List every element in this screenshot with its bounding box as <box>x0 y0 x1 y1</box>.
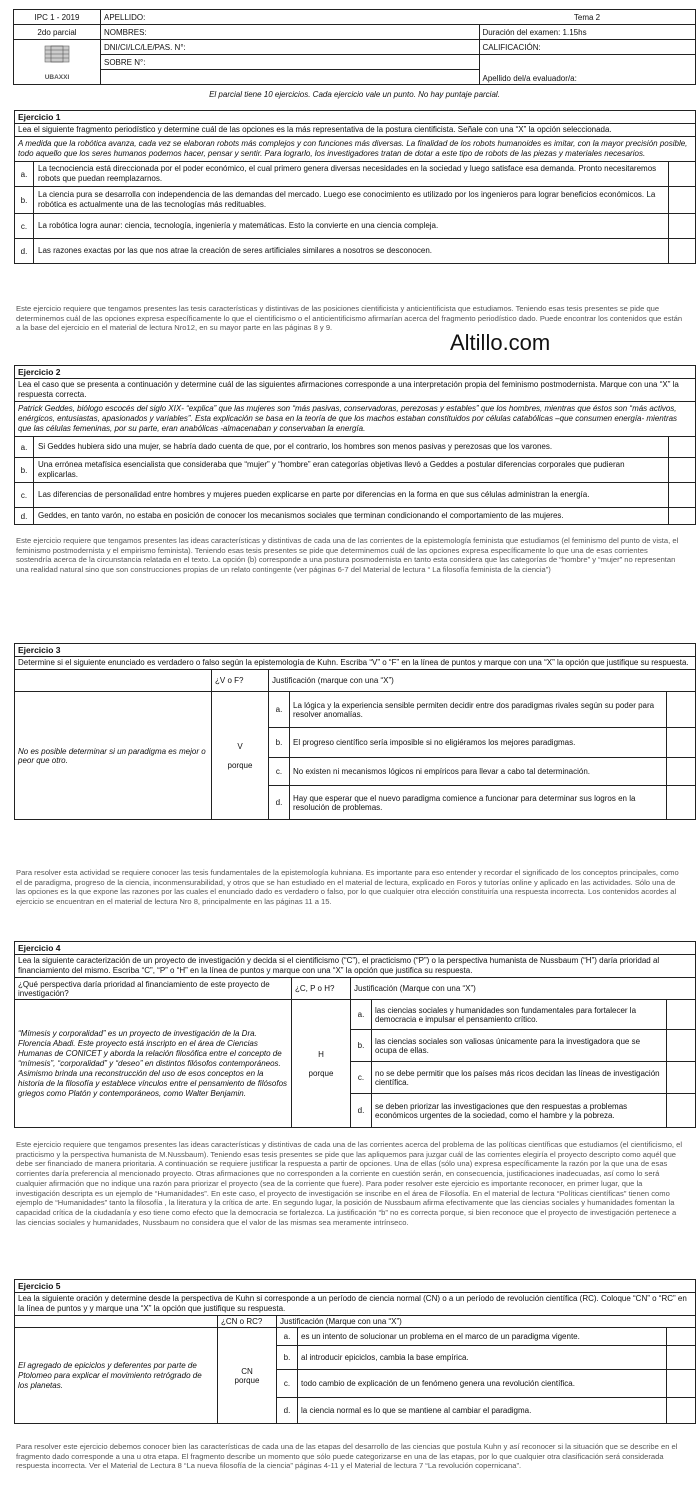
option-text: Las diferencias de personalidad entre hombres y mujeres pueden explicarse en parte por diferencias en la forma en que sus células administran la energía. <box>38 490 590 499</box>
option-letter: c. <box>277 1370 298 1398</box>
porque-label: porque <box>227 760 253 770</box>
answer-cell[interactable] <box>218 1328 277 1424</box>
blank-field <box>101 70 480 85</box>
exercise-2-note: Este ejercicio requiere que tengamos presentes las ideas características y distintivas de cada una de las corrientes de la epistemología feminista que estudiamos (el feminismo del punto de vista, el feminismo postmodernista y el empirismo feminista). Teniendo esas tesis presentes se pide que determinemos cuál de las opciones expresa específicamente lo que una de esas corrientes sostendría acerca de la circunstancia relatada en el texto. La opción (b) corresponde a una postura posmodernista en tanto esta considera que las categorías de “hombre” y “mujer” no representan una realidad natural sino que son construcciones propias de un relato contingente (ver páginas 6-7 del Material de lectura “ La filosofía feminista de la ciencia”) <box>16 536 679 575</box>
option-letter: c. <box>15 483 34 507</box>
option-text: no se debe permitir que los países más ricos decidan las líneas de investigación científica. <box>372 1062 667 1094</box>
option-d[interactable] <box>15 508 695 524</box>
exercise-1-note: Este ejercicio requiere que tengamos presentes las tesis características y distintivas de las posiciones cientificista y anticientificista que estudiamos. Teniendo esas tesis presentes se pide que determinemos cuál de las opciones expresa específicamente lo que el cientificismo o el anticientificismo afirmarían acerca del fragmento periodístico dado. Puede encontrar los contenidos que están a la base del ejercicio en el material de lectura Nro12, en su mayor parte en las páginas 8 y 9. <box>16 304 683 333</box>
exercise-prompt: Lea la siguiente oración y determine desde la perspectiva de Kuhn si corresponde a un período de ciencia normal (CN) o a un período de revolución científica (RC). Coloque “CN” o “RC” en la línea de puntos y y marque una “X” la opción que justifique su respuesta. <box>18 1294 687 1313</box>
answer-mark-box[interactable] <box>667 786 696 820</box>
answer-mark-box[interactable] <box>668 214 695 238</box>
exercise-4-note: Este ejercicio requiere que tengamos presentes las ideas características y distintivas de cada una de las corrientes acerca del problema de las políticas científicas que estudiamos (el cientificismo, el practicismo y la perspectiva humanista de M.Nussbaum). Teniendo esas tesis presentes se pide que las apliquemos para juzgar cuál de las corrientes elegiría el proyecto descripto como aquél que debe ser financiado de manera prioritaria. A continuación se requiere justificar la respuesta a partir de opciones. Una de ellas (sólo una) expresa específicamente la razón por la que una de esas corrientes daría preferencia al mencionado proyecto. Otras afirmaciones que no corresponden a la corriente en cuestión serán, en consecuencia, justificaciones inadecuadas, así como lo será cualquier afirmación que no indique una razón para priorizar el proyecto (sea de la corriente que fuere). Para poder resolver este ejercicio es importante reconocer, en primer lugar, que la investigación descripta es un ejemplo de “Humanidades”. En este caso, el proyecto de investigación se inscribe en el área de Filosofía. En el material de lectura “Políticas científicas” tienen como ejemplo de “Humanidades” tanto la filosofía , la literatura y la crítica de arte. En segundo lugar, la posición de Nussbaum afirma efectivamente que las ciencias sociales y humanidades fomentan la capacidad crítica de la ciudadanía y eso tiene como efecto que la democracia se fortalezca. La justificación “b” no es correcta porque, si bien reconoce que el proyecto de investigación pertenece a las ciencias sociales y humanidades, Nussbaum no considera que el valor de las mismas sea meramente intrínseco. <box>16 1140 683 1227</box>
option-text: La lógica y la experiencia sensible permiten decidir entre dos paradigmas rivales según su poder para resolver anomalías. <box>290 692 667 728</box>
answer-value: V <box>237 741 243 751</box>
exercise-title: Ejercicio 5 <box>15 1280 695 1293</box>
cnrc-header: ¿CN o RC? <box>218 1316 277 1328</box>
option-letter: c. <box>269 758 290 786</box>
answer-mark-box[interactable] <box>667 1398 696 1424</box>
option-letter: a. <box>351 1000 372 1030</box>
answer-value: H <box>318 1049 324 1059</box>
porque-label: porque <box>234 1375 260 1385</box>
blank-header <box>15 670 212 692</box>
exercise-3-note: Para resolver esta actividad se requiere conocer las tesis fundamentales de la epistemología kuhniana. Es importante para eso entender y recordar el significado de los conceptos principales, como el de paradigma, progreso de la ciencia, inconmensurabilidad, y otros que se han estudiado en el material de lectura, explicado en Foros y tutorías online y aplicado en las actividades. Sólo una de las opciones es la que expone las razones por las cuales el enunciado dado es verdadero o falso, por lo que cualquier otra elección constituiría una respuesta incorrecta. Los contenidos acordes al ejercicio se encuentran en el material de lectura Nro 8, principalmente en las páginas 11 a 15. <box>16 868 679 907</box>
option-text: se deben priorizar las investigaciones que den respuestas a problemas económicos urgentes de la sociedad, como el hambre y la pobreza. <box>372 1094 667 1128</box>
exam-header <box>13 9 696 85</box>
exercise-prompt: Lea la siguiente caracterización de un proyecto de investigación y decida si el cientificismo (“C”), el practicismo (“P”) o la perspectiva humanista de Nussbaum (“H”) daría prioridad al financiamiento del mismo. Escriba “C”, “P” o “H” en la línea de puntos y marque con una “X” la opción que justifica su respuesta. <box>18 956 660 975</box>
exercise-4-table <box>14 977 696 1128</box>
answer-mark-box[interactable] <box>668 187 695 213</box>
answer-mark-box[interactable] <box>668 508 695 524</box>
vf-header: ¿V o F? <box>212 670 269 692</box>
option-text: La robótica logra aunar: ciencia, tecnología, ingeniería y matemáticas. Esto la convierte en una ciencia compleja. <box>38 221 439 230</box>
option-text: El progreso científico sería imposible si no eligiéramos los mejores paradigmas. <box>290 728 667 758</box>
option-letter: c. <box>351 1062 372 1094</box>
partial-cell: 2do parcial <box>14 25 101 40</box>
option-letter: d. <box>15 508 34 524</box>
exercise-title: Ejercicio 4 <box>15 942 695 955</box>
calificacion-field[interactable]: CALIFICACIÓN: <box>479 40 696 55</box>
option-letter: b. <box>269 728 290 758</box>
option-letter: d. <box>351 1094 372 1128</box>
option-text: La ciencia pura se desarrolla con independencia de las demandas del mercado. Luego ese conocimiento es utilizado por los ingenieros para lograr beneficios económicos. La robótica es actualmente una de las tecnologías más redituables. <box>38 190 656 209</box>
answer-mark-box[interactable] <box>667 1062 696 1094</box>
exercise-prompt: Lea el siguiente fragmento periodístico y determine cuál de las opciones es la más representativa de la postura cientificista. Señale con una “X” la opción seleccionada. <box>15 124 695 137</box>
exercise-3 <box>14 643 696 820</box>
justification-header: Justificación (Marque con una “X”) <box>351 978 696 1000</box>
option-a[interactable] <box>15 437 695 458</box>
watermark: Altillo.com <box>450 330 551 355</box>
option-text: las ciencias sociales y humanidades son fundamentales para fortalecer la democracia e impulsar el pensamiento crítico. <box>372 1000 667 1030</box>
answer-value: CN <box>241 1366 253 1376</box>
exercise-4 <box>14 941 696 1128</box>
answer-mark-box[interactable] <box>668 458 695 482</box>
exercise-prompt: Determine si el siguiente enunciado es verdadero o falso según la epistemología de Kuhn. Escriba “V” o “F” en la línea de puntos y marque con una “X” la opción que justifique su respuesta. <box>18 658 689 667</box>
option-text: No existen ni mecanismos lógicos ni empíricos para llevar a cabo tal determinación. <box>290 758 667 786</box>
exercise-3-table <box>14 669 696 820</box>
option-b[interactable] <box>15 187 695 214</box>
option-letter: b. <box>15 458 34 482</box>
answer-cell[interactable] <box>292 1000 351 1128</box>
answer-cell[interactable] <box>212 692 269 820</box>
exercise-title: Ejercicio 2 <box>15 366 695 379</box>
tema-cell: Tema 2 <box>479 10 696 25</box>
option-letter: d. <box>15 239 34 263</box>
uba-logo-icon <box>37 44 77 72</box>
exercise-fragment: A medida que la robótica avanza, cada vez se elaboran robots más complejos y con funciones más diversas. La finalidad de los robots humanoides es imitar, con la mayor precisión posible, todo aquello que los seres humanos podemos hacer, pensar y sentir. Para lograrlo, los investigadores tratan de dotar a este tipo de robots de las piezas y materiales necesarios. <box>15 137 695 162</box>
exercise-prompt: Lea el caso que se presenta a continuación y determine cuál de las siguientes afirmaciones corresponde a una interpretación propia del feminismo postmodernista. Marque con una “X” la respuesta correcta. <box>15 379 695 402</box>
answer-mark-box[interactable] <box>668 437 695 457</box>
option-text: Las razones exactas por las que nos atrae la creación de seres artificiales similares a nosotros se desconocen. <box>38 246 432 255</box>
evaluador-field[interactable]: Apellido del/a evaluador/a: <box>479 55 696 85</box>
option-letter: b. <box>277 1346 298 1370</box>
option-letter: b. <box>351 1030 372 1062</box>
question-header: ¿Qué perspectiva daría prioridad al financiamiento de este proyecto de investigación? <box>15 978 292 1000</box>
option-d[interactable] <box>15 239 695 263</box>
exercise-5-table <box>14 1315 696 1424</box>
justification-header: Justificación (marque con una “X”) <box>269 670 696 692</box>
exercise-5 <box>14 1279 696 1424</box>
option-b[interactable] <box>15 458 695 483</box>
option-c[interactable] <box>15 214 695 239</box>
answer-mark-box[interactable] <box>667 1030 696 1062</box>
option-text: Geddes, en tanto varón, no estaba en posición de conocer los mecanismos sociales que terminan condicionando el comportamiento de las mujeres. <box>38 511 564 520</box>
answer-mark-box[interactable] <box>667 728 696 758</box>
option-letter: b. <box>15 187 34 213</box>
option-text: Una errónea metafísica esencialista que consideraba que “mujer” y “hombre” eran categorías objetivas llevó a Geddes a postular diferencias corporales que pudieran explicarlas. <box>38 460 625 479</box>
sobre-field[interactable]: SOBRE N°: <box>101 55 480 70</box>
apellido-field[interactable]: APELLIDO: <box>101 10 480 25</box>
option-letter: d. <box>269 786 290 820</box>
logo-text: UBAXXI <box>44 73 70 81</box>
exam-intro: El parcial tiene 10 ejercicios. Cada ejercicio vale un punto. No hay puntaje parcial. <box>209 90 500 99</box>
option-text: Si Geddes hubiera sido una mujer, se habría dado cuenta de que, por el contrario, los hombres son menos pasivas y perezosas que los varones. <box>38 442 553 451</box>
exercise-5-note: Para resolver este ejercicio debemos conocer bien las características de cada una de las etapas del desarrollo de las ciencias que postula Kuhn y así reconocer si la situación que se describe en el fragmento dado corresponde a una u otra etapa. El fragmento describe un momento que sólo puede categorizarse en una de las etapas, por lo que cualquier otra clasificación será considerada respuesta incorrecta. Ver el Material de Lectura 8 “La nueva filosofía de la ciencia” páginas 4-11 y el Material de lectura 7 “La revolución copernicana”. <box>16 1442 678 1471</box>
option-text: la ciencia normal es lo que se mantiene al cambiar el paradigma. <box>298 1398 667 1424</box>
exercise-title: Ejercicio 1 <box>15 111 695 124</box>
answer-mark-box[interactable] <box>667 1000 696 1030</box>
justification-header: Justificación (Marque con una “X”) <box>277 1316 696 1328</box>
statement: “Mímesis y corporalidad” es un proyecto de investigación de la Dra. Florencia Abadi. Este proyecto está inscripto en el área de Ciencias Humanas de CONICET y aborda la relación filosófica entre el concepto de “mímesis”, “corporalidad” y “deseo” en distintos filósofos contemporáneos. Asimismo brinda una reconstrucción del uso de esos conceptos en la historia de la filosofía y establece vínculos entre el pensamiento de filósofos griegos como Platón y contemporáneos, como Walter Benjamin. <box>15 1000 292 1128</box>
option-letter: a. <box>15 162 34 186</box>
option-a[interactable] <box>15 162 695 187</box>
option-letter: d. <box>277 1398 298 1424</box>
duracion-cell: Duración del examen: 1.15hs <box>479 25 696 40</box>
answer-mark-box[interactable] <box>668 239 695 263</box>
option-text: Hay que esperar que el nuevo paradigma comience a funcionar para determinar sus logros en la resolución de problemas. <box>290 786 667 820</box>
option-letter: a. <box>269 692 290 728</box>
statement: No es posible determinar si un paradigma es mejor o peor que otro. <box>15 692 212 820</box>
option-letter: c. <box>15 214 34 238</box>
answer-mark-box[interactable] <box>668 483 695 507</box>
porque-label: porque <box>308 1068 334 1078</box>
blank-header <box>15 1316 218 1328</box>
answer-mark-box[interactable] <box>667 692 696 728</box>
option-c[interactable] <box>15 483 695 508</box>
nombres-field[interactable]: NOMBRES: <box>101 25 480 40</box>
answer-mark-box[interactable] <box>667 1094 696 1128</box>
option-text: todo cambio de explicación de un fenómeno genera una revolución científica. <box>298 1370 667 1398</box>
answer-mark-box[interactable] <box>667 758 696 786</box>
exercise-1 <box>14 110 696 264</box>
option-letter: a. <box>277 1328 298 1346</box>
statement: El agregado de epiciclos y deferentes por parte de Ptolomeo para explicar el movimiento retrógrado de los planetas. <box>15 1328 218 1424</box>
dni-field[interactable]: DNI/CI/LC/LE/PAS. N°: <box>101 40 480 55</box>
logo-cell <box>14 40 101 85</box>
answer-mark-box[interactable] <box>668 162 695 186</box>
option-text: al introducir epiciclos, cambia la base empírica. <box>298 1346 667 1370</box>
option-text: las ciencias sociales son valiosas únicamente para la investigadora que se ocupa de ellas. <box>372 1030 667 1062</box>
option-letter: a. <box>15 437 34 457</box>
option-text: es un intento de solucionar un problema en el marco de un paradigma vigente. <box>298 1328 667 1346</box>
option-text: La tecnociencia está direccionada por el poder económico, el cual primero genera diversas necesidades en la sociedad y luego satisface esa demanda. Pronto necesitaremos robots que puedan reemplazarnos. <box>38 164 657 183</box>
exercise-fragment: Patrick Geddes, biólogo escocés del siglo XIX- “explica” que las mujeres son “más pasivas, conservadoras, perezosas y estables” que los hombres, mientras que éstos son “más activos, enérgicos, entusiastas, apasionados y variables”. Esta explicación se basa en la teoría de que los machos estaban constituidos por células catabólicas –que consumen energía- mientras que las células femeninas, por su parte, eran anabólicas -almacenaban y conservaban la energía. <box>15 402 695 437</box>
exercise-title: Ejercicio 3 <box>15 644 695 657</box>
exercise-2 <box>14 365 696 525</box>
answer-mark-box[interactable] <box>667 1328 696 1346</box>
answer-mark-box[interactable] <box>667 1346 696 1370</box>
course-cell: IPC 1 - 2019 <box>14 10 101 25</box>
answer-mark-box[interactable] <box>667 1370 696 1398</box>
cph-header: ¿C, P o H? <box>292 978 351 1000</box>
